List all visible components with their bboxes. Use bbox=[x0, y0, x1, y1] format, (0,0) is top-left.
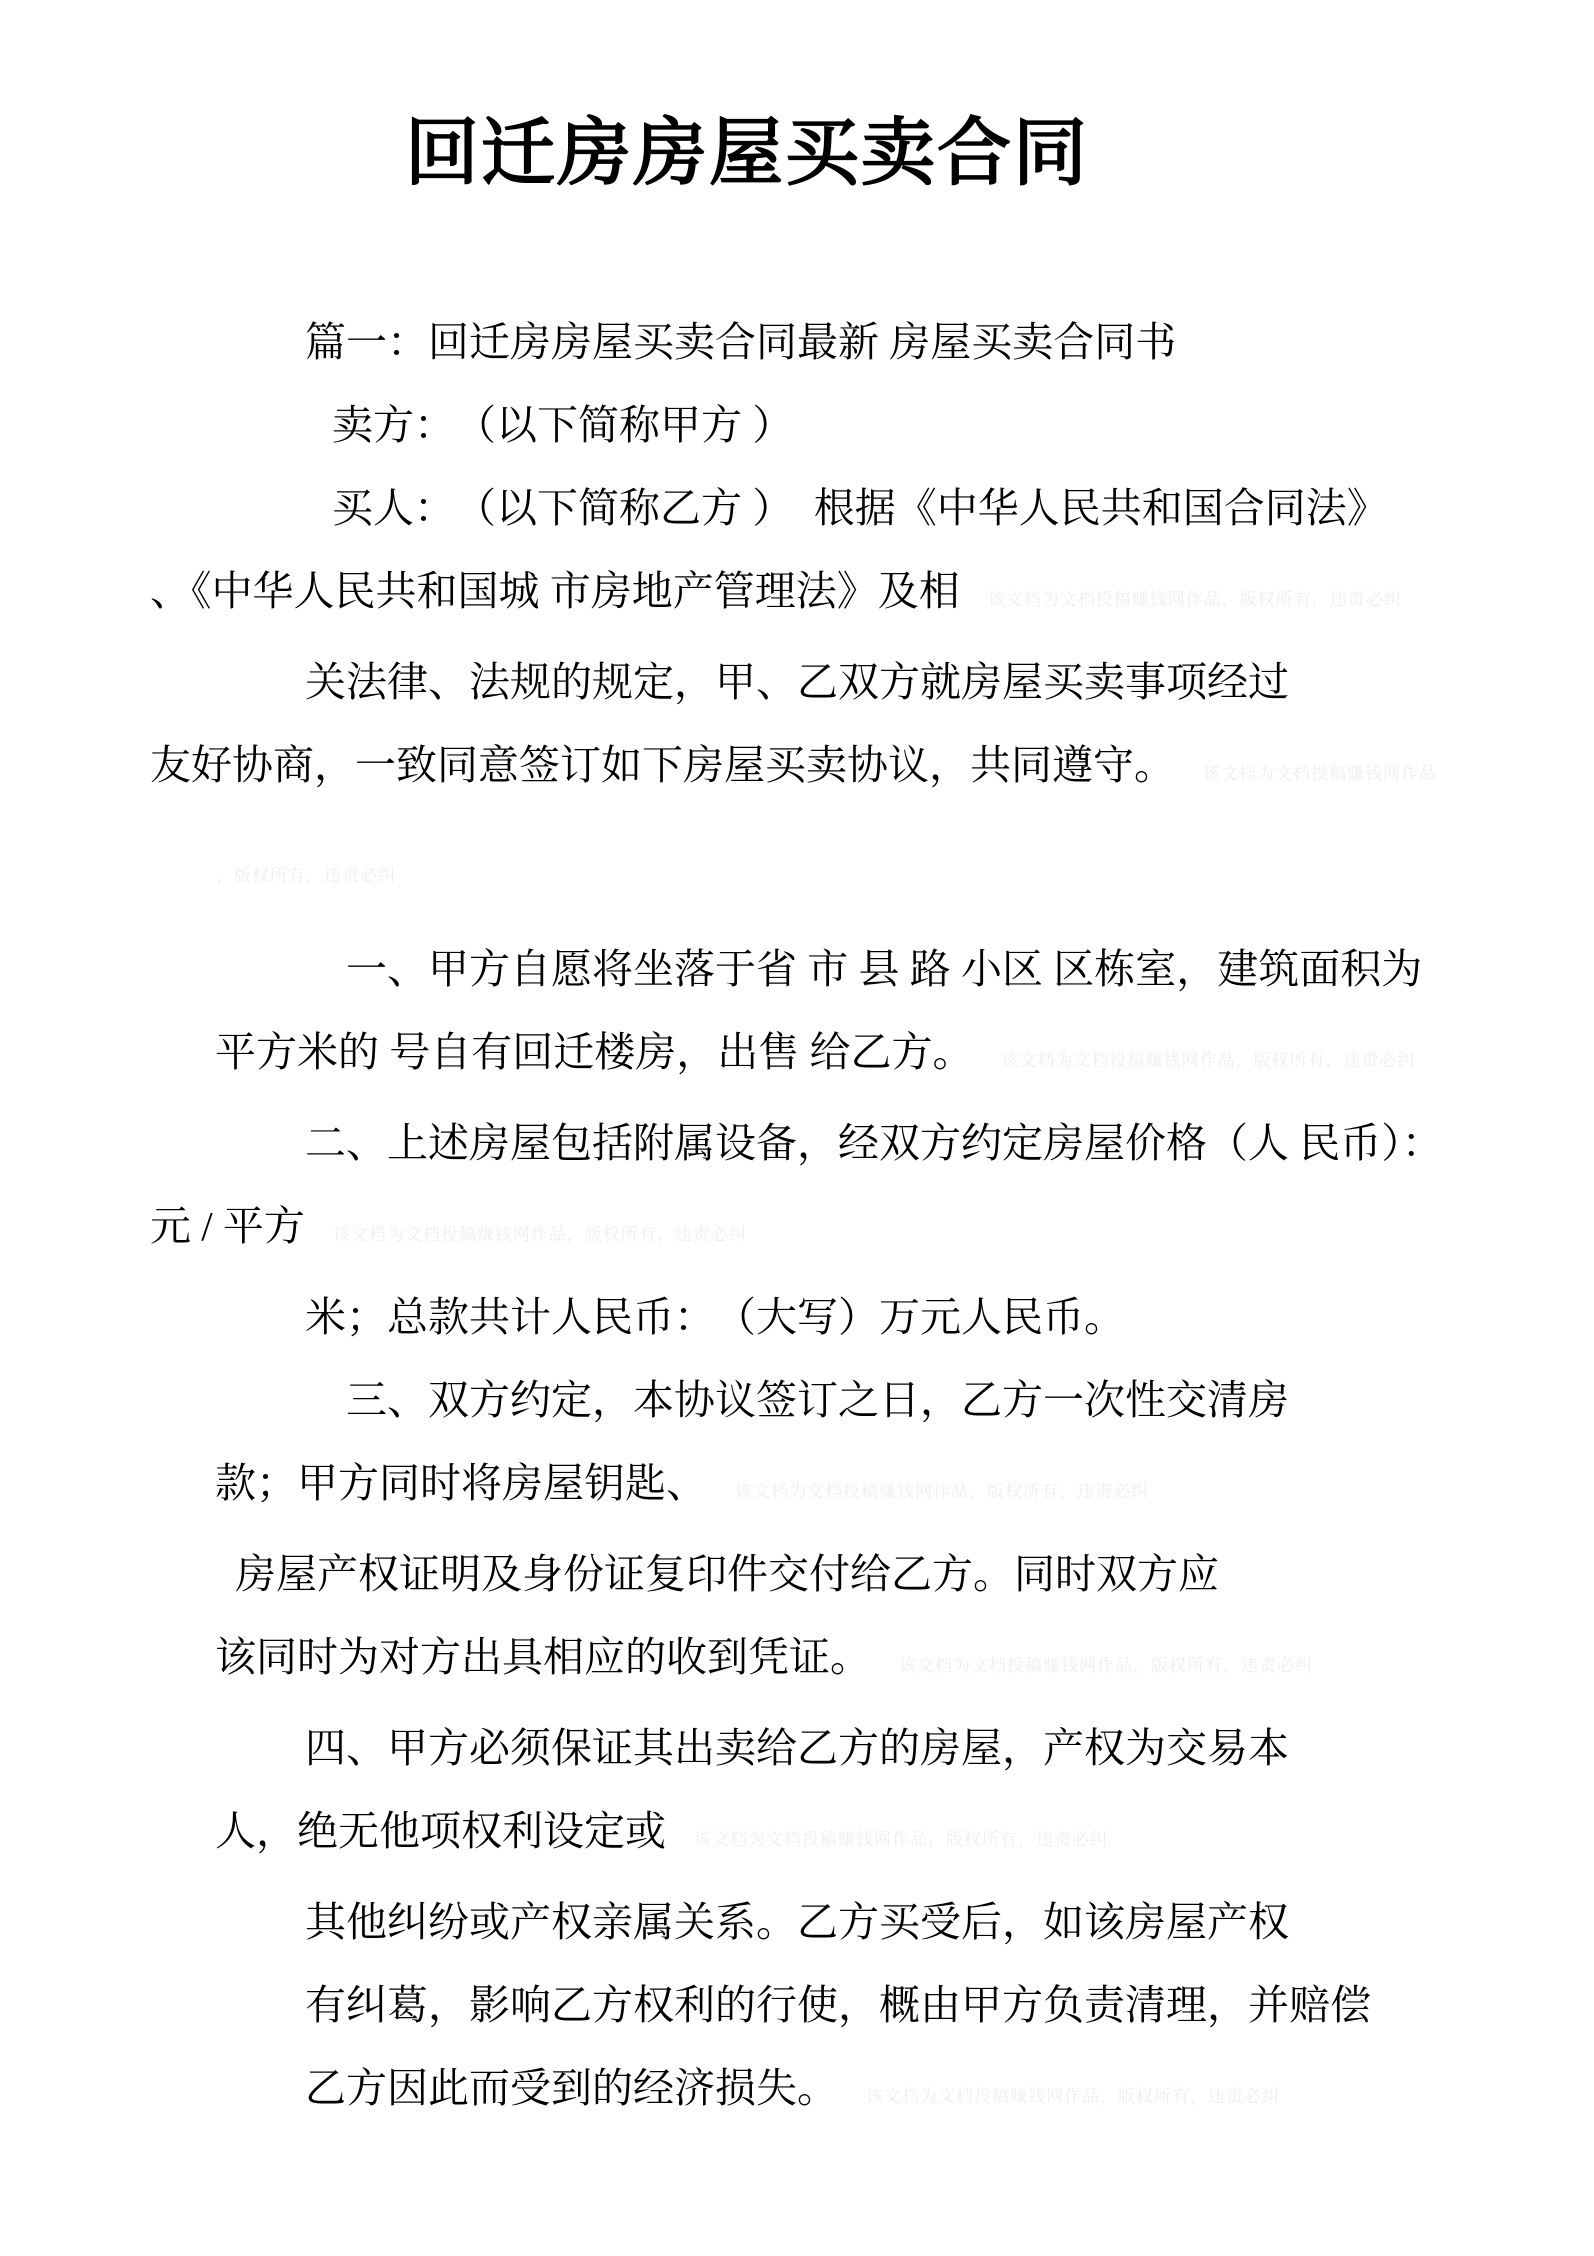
text-line-text: 人，绝无他项权利设定或 bbox=[215, 1808, 666, 1854]
text-line: 关法律、法规的规定，甲、乙双方就房屋买卖事项经过 bbox=[305, 659, 1289, 705]
text-line-text: 该同时为对方出具相应的收到凭证。 bbox=[215, 1634, 871, 1680]
watermark-text: 该文档为文档投稿赚钱网作品，版权所有，违责必纠 bbox=[899, 1656, 1313, 1675]
text-line bbox=[150, 1011, 1454, 1102]
text-line: 篇一：回迁房房屋买卖合同最新 房屋买卖合同书 bbox=[305, 319, 1177, 365]
text-line: 其他纠纷或产权亲属关系。乙方买受后，如该房屋产权 bbox=[305, 1899, 1289, 1945]
text-line bbox=[150, 724, 1454, 815]
text-line: 一、甲方自愿将坐落于省 市 县 路 小区 区栋室，建筑面积为 bbox=[346, 946, 1423, 992]
text-line: 米；总款共计人民币： （大写）万元人民币。 bbox=[305, 1294, 1125, 1340]
text-line-text: 友好协商，一致同意签订如下房屋买卖协议，共同遵守。 bbox=[150, 742, 1175, 788]
text-line-text: 平方米的 号自有回迁楼房，出售 给乙方。 bbox=[215, 1029, 974, 1075]
watermark-text: ，版权所有，违责必纠 bbox=[216, 866, 396, 885]
text-line: 买人： （以下简称乙方 ） 根据《中华人民共和国合同法》 bbox=[332, 485, 1388, 531]
text-line: 房屋产权证明及身份证复印件交付给乙方。同时双方应 bbox=[235, 1551, 1219, 1597]
text-line bbox=[150, 550, 1454, 641]
text-line bbox=[150, 1185, 1454, 1276]
watermark-text: 该文档为文档投稿赚钱网作品，版权所有，违责必纠 bbox=[332, 1225, 747, 1244]
text-line: 有纠葛，影响乙方权利的行使，概由甲方负责清理，并赔偿 bbox=[305, 1982, 1371, 2028]
watermark-text: 该文档为文档投稿赚钱网作品，版权所有，违责必纠 bbox=[735, 1482, 1149, 1501]
text-line: 卖方： （以下简称甲方 ） bbox=[332, 402, 794, 448]
document-title: 回迁房房屋买卖合同 bbox=[405, 111, 1089, 194]
text-line: 二、上述房屋包括附属设备，经双方约定房屋价格（人 民币）： bbox=[305, 1120, 1443, 1166]
text-line bbox=[150, 1790, 1454, 1881]
text-line bbox=[150, 1442, 1454, 1533]
text-line bbox=[150, 2047, 1454, 2138]
text-line: 三、双方约定，本协议签订之日，乙方一次性交清房 bbox=[346, 1377, 1289, 1423]
watermark-text: 该文档为文档投稿赚钱网作品 bbox=[1203, 764, 1437, 783]
watermark-text: 该文档为文档投稿赚钱网作品，版权所有，违责必纠 bbox=[987, 590, 1402, 609]
text-line: 四、甲方必须保证其出卖给乙方的房屋，产权为交易本 bbox=[305, 1725, 1289, 1771]
text-line-text: 乙方因此而受到的经济损失。 bbox=[305, 2065, 838, 2111]
text-line-text: 款；甲方同时将房屋钥匙、 bbox=[215, 1460, 707, 1506]
watermark-text: 该文档为文档投稿赚钱网作品，版权所有，违责必纠 bbox=[1001, 1051, 1416, 1070]
text-line bbox=[150, 1616, 1454, 1707]
watermark-text: 该文档为文档投稿赚钱网作品，版权所有，违责必纠 bbox=[866, 2087, 1280, 2106]
text-line-text: 元 / 平方 bbox=[150, 1203, 305, 1249]
watermark-text: 该文档为文档投稿赚钱网作品，版权所有，违责必纠 bbox=[694, 1830, 1108, 1849]
watermark-line bbox=[150, 815, 1454, 928]
text-line-text: 、《中华人民共和国城 市房地产管理法》及相 bbox=[150, 568, 960, 614]
